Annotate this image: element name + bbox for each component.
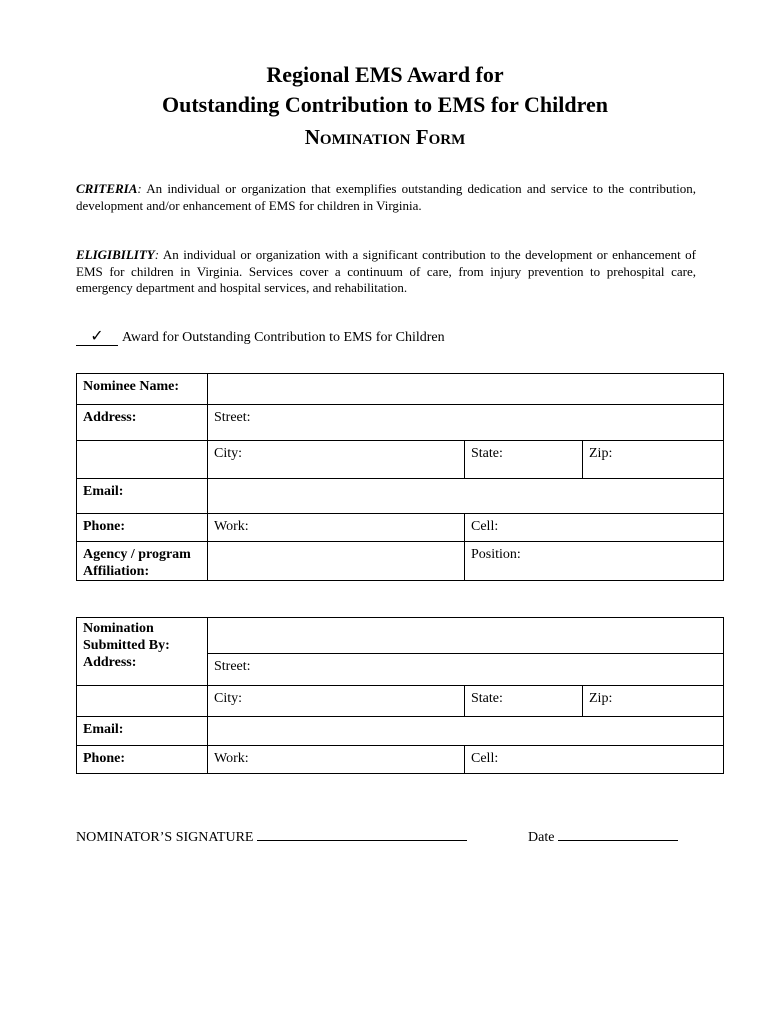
submitter-cell-label: Cell: bbox=[471, 751, 499, 766]
nominee-cell-phone-field[interactable] bbox=[465, 514, 724, 542]
nominee-zip-field[interactable] bbox=[583, 441, 724, 479]
nominee-email-label: Email: bbox=[77, 479, 208, 514]
eligibility-paragraph: ELIGIBILITY: An individual or organization with a significant contribution to the development or enhancement of EMS for children in Virginia. Services cover a continuum of care, from injury prevention to prehospital care, emergency department and hospital services, and rehabilitation. bbox=[76, 247, 696, 295]
nominee-state-label: State: bbox=[471, 446, 503, 461]
nominee-name-field[interactable] bbox=[208, 374, 724, 405]
nominee-street-label: Street: bbox=[214, 410, 251, 425]
nominee-position-field[interactable] bbox=[465, 542, 724, 581]
nominee-table bbox=[76, 373, 724, 581]
nominee-email-field[interactable] bbox=[208, 479, 724, 514]
nominee-name-label: Nominee Name: bbox=[77, 374, 208, 405]
nominee-cell-label: Cell: bbox=[471, 519, 499, 534]
nominee-address-spacer bbox=[77, 441, 208, 479]
submitter-email-label: Email: bbox=[77, 717, 208, 746]
submitter-work-phone-field[interactable] bbox=[208, 746, 465, 774]
nominee-position-label: Position: bbox=[471, 547, 521, 562]
submitter-labels bbox=[77, 618, 208, 686]
agency-label-line-1: Agency / program bbox=[83, 547, 191, 562]
nominee-state-field[interactable] bbox=[465, 441, 583, 479]
nominee-address-label: Address: bbox=[77, 405, 208, 441]
date-label: Date bbox=[528, 830, 555, 845]
nominee-zip-label: Zip: bbox=[589, 446, 613, 461]
nominee-work-phone-field[interactable] bbox=[208, 514, 465, 542]
nominee-city-field[interactable] bbox=[208, 441, 465, 479]
nominee-phone-label: Phone: bbox=[77, 514, 208, 542]
submitter-state-label: State: bbox=[471, 691, 503, 706]
submitter-name-field[interactable] bbox=[208, 618, 724, 654]
award-label: Award for Outstanding Contribution to EMS for Children bbox=[122, 330, 445, 345]
submitter-address-spacer bbox=[77, 686, 208, 717]
nomination-label-line-2: Submitted By: bbox=[83, 638, 170, 653]
nominee-street-field[interactable] bbox=[208, 405, 724, 441]
submitter-zip-field[interactable] bbox=[583, 686, 724, 717]
criteria-text: An individual or organization that exemplifies outstanding dedication and service to the contribution, development and/or enhancement of EMS for children in Virginia. bbox=[76, 181, 696, 213]
submitter-city-field[interactable] bbox=[208, 686, 465, 717]
nominee-agency-label bbox=[77, 542, 208, 581]
eligibility-text: An individual or organization with a significant contribution to the development or enhancement of EMS for children in Virginia. Services cover a continuum of care, from injury prevention to prehospital care, emergency department and hospital services, and rehabilitation. bbox=[76, 247, 696, 295]
nominee-city-label: City: bbox=[214, 446, 243, 461]
form-title-line-1: Regional EMS Award for bbox=[266, 62, 504, 87]
submitter-cell-phone-field[interactable] bbox=[465, 746, 724, 774]
submitter-zip-label: Zip: bbox=[589, 691, 613, 706]
nominee-work-label: Work: bbox=[214, 519, 249, 534]
submitter-city-label: City: bbox=[214, 691, 243, 706]
submitter-street-field[interactable] bbox=[208, 654, 724, 686]
form-title-line-2: Outstanding Contribution to EMS for Children bbox=[162, 92, 608, 117]
submitter-address-label: Address: bbox=[83, 655, 137, 670]
submitter-email-field[interactable] bbox=[208, 717, 724, 746]
criteria-label: CRITERIA bbox=[76, 181, 138, 196]
submitter-phone-label: Phone: bbox=[77, 746, 208, 774]
date-row bbox=[528, 828, 678, 847]
eligibility-label: ELIGIBILITY bbox=[76, 247, 155, 262]
signature-label: NOMINATOR’S SIGNATURE bbox=[76, 830, 254, 845]
signature-row bbox=[76, 828, 467, 847]
nominee-agency-field[interactable] bbox=[208, 542, 465, 581]
criteria-paragraph: CRITERIA: An individual or organization that exemplifies outstanding dedication and service to the contribution, development and/or enhancement of EMS for children in Virginia. bbox=[76, 181, 696, 213]
form-subtitle: Nomination Form bbox=[304, 125, 466, 149]
agency-label-line-2: Affiliation: bbox=[83, 564, 150, 579]
date-line[interactable] bbox=[558, 828, 678, 841]
award-selection bbox=[76, 329, 445, 347]
nomination-label-line-1: Nomination bbox=[83, 621, 154, 636]
submitter-table bbox=[76, 617, 724, 774]
submitter-street-label: Street: bbox=[214, 659, 251, 674]
submitter-work-label: Work: bbox=[214, 751, 249, 766]
submitter-state-field[interactable] bbox=[465, 686, 583, 717]
signature-line[interactable] bbox=[257, 828, 467, 841]
award-checkbox[interactable]: ✓ bbox=[76, 329, 118, 346]
